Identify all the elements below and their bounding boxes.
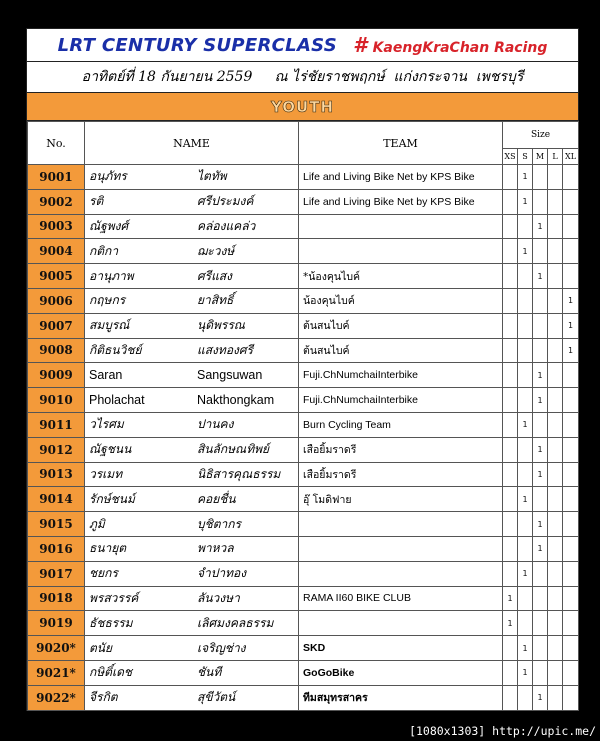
event-title-bar bbox=[27, 29, 578, 61]
size-cell-l bbox=[548, 561, 563, 586]
size-cell-s bbox=[518, 264, 533, 289]
size-cell-l bbox=[548, 214, 563, 239]
size-cell-xl bbox=[563, 561, 579, 586]
first-name: Saran bbox=[89, 368, 123, 383]
rider-number: 9019 bbox=[28, 611, 85, 636]
size-cell-xs bbox=[503, 165, 518, 190]
first-name: สมบูรณ์ bbox=[89, 318, 130, 333]
team-name: GoGoBike bbox=[299, 660, 503, 685]
size-cell-m: 1 bbox=[533, 388, 548, 413]
size-cell-m: 1 bbox=[533, 264, 548, 289]
last-name: สุขีวัตน์ bbox=[197, 690, 236, 705]
first-name: ณัฐชนน bbox=[89, 442, 132, 457]
last-name: นุดิพรรณ bbox=[197, 318, 245, 333]
last-name: ศรีประมงค์ bbox=[197, 194, 254, 209]
last-name: พาหวล bbox=[197, 541, 234, 556]
last-name: นิธิสารคุณธรรม bbox=[197, 466, 281, 481]
last-name: คล่องแคล่ว bbox=[197, 218, 256, 233]
size-cell-s bbox=[518, 685, 533, 710]
size-header-xs: XS bbox=[503, 149, 518, 165]
size-cell-s bbox=[518, 214, 533, 239]
rider-number: 9003 bbox=[28, 214, 85, 239]
size-cell-l bbox=[548, 264, 563, 289]
size-cell-s bbox=[518, 536, 533, 561]
size-cell-m bbox=[533, 611, 548, 636]
rider-name bbox=[85, 214, 299, 239]
size-cell-xl bbox=[563, 512, 579, 537]
size-cell-s bbox=[518, 611, 533, 636]
col-team-header: TEAM bbox=[299, 122, 503, 165]
watermark: [1080x1303] http://upic.me/ bbox=[409, 724, 596, 738]
size-cell-m bbox=[533, 636, 548, 661]
first-name: วไรศม bbox=[89, 417, 124, 432]
date-location: อาทิตย์ที่ 18 กันยายน 2559 ณ ไร่ชัยราชพฤกษ์ แก่งกระจาน เพชรบุรี bbox=[27, 61, 578, 92]
size-cell-xs bbox=[503, 239, 518, 264]
team-name: ทีมสมุทรสาคร bbox=[299, 685, 503, 710]
size-cell-l bbox=[548, 611, 563, 636]
size-cell-xl bbox=[563, 536, 579, 561]
size-cell-m bbox=[533, 338, 548, 363]
size-cell-l bbox=[548, 388, 563, 413]
table-row bbox=[28, 512, 579, 537]
size-cell-l bbox=[548, 685, 563, 710]
table-row bbox=[28, 611, 579, 636]
first-name: ธนายุต bbox=[89, 541, 127, 556]
last-name: ฌะวงษ์ bbox=[197, 243, 235, 258]
table-row bbox=[28, 165, 579, 190]
size-cell-xs bbox=[503, 313, 518, 338]
hashtag-text: KaengKraChan Racing bbox=[372, 40, 548, 56]
size-cell-m: 1 bbox=[533, 512, 548, 537]
team-name bbox=[299, 536, 503, 561]
rider-number: 9010 bbox=[28, 388, 85, 413]
size-cell-m bbox=[533, 189, 548, 214]
size-cell-xs bbox=[503, 363, 518, 388]
last-name: เลิศมงคลธรรม bbox=[197, 615, 274, 630]
size-cell-m bbox=[533, 239, 548, 264]
size-cell-m bbox=[533, 313, 548, 338]
last-name: ไตทัพ bbox=[197, 169, 227, 184]
size-cell-xs bbox=[503, 536, 518, 561]
size-cell-l bbox=[548, 239, 563, 264]
size-cell-xl bbox=[563, 636, 579, 661]
rider-number: 9012 bbox=[28, 437, 85, 462]
table-row bbox=[28, 636, 579, 661]
rider-name bbox=[85, 338, 299, 363]
registration-sheet bbox=[26, 28, 579, 711]
size-cell-l bbox=[548, 288, 563, 313]
table-row bbox=[28, 264, 579, 289]
size-cell-xs bbox=[503, 636, 518, 661]
size-cell-s: 1 bbox=[518, 561, 533, 586]
size-cell-m bbox=[533, 660, 548, 685]
rider-number: 9013 bbox=[28, 462, 85, 487]
team-name bbox=[299, 561, 503, 586]
first-name: กฤษกร bbox=[89, 293, 126, 308]
rider-number: 9018 bbox=[28, 586, 85, 611]
size-cell-xl: 1 bbox=[563, 338, 579, 363]
col-name-header: NAME bbox=[85, 122, 299, 165]
rider-number: 9022* bbox=[28, 685, 85, 710]
size-cell-s bbox=[518, 363, 533, 388]
size-header-xl: XL bbox=[563, 149, 579, 165]
first-name: ชยกร bbox=[89, 566, 118, 581]
rider-number: 9020* bbox=[28, 636, 85, 661]
size-cell-xs: 1 bbox=[503, 586, 518, 611]
size-cell-xl bbox=[563, 239, 579, 264]
size-cell-xs bbox=[503, 264, 518, 289]
rider-name bbox=[85, 685, 299, 710]
size-cell-xl: 1 bbox=[563, 288, 579, 313]
size-cell-l bbox=[548, 412, 563, 437]
last-name: Sangsuwan bbox=[197, 368, 263, 383]
rider-name bbox=[85, 636, 299, 661]
table-row bbox=[28, 288, 579, 313]
size-cell-l bbox=[548, 462, 563, 487]
first-name: Pholachat bbox=[89, 393, 145, 408]
last-name: ลันวงษา bbox=[197, 590, 240, 605]
size-cell-s: 1 bbox=[518, 239, 533, 264]
size-cell-xl bbox=[563, 363, 579, 388]
first-name: รักษ์ชนม์ bbox=[89, 491, 135, 506]
size-cell-s bbox=[518, 462, 533, 487]
size-header-l: L bbox=[548, 149, 563, 165]
size-cell-l bbox=[548, 536, 563, 561]
size-cell-xs bbox=[503, 388, 518, 413]
first-name: กิติธนวิชย์ bbox=[89, 342, 142, 357]
first-name: รติ bbox=[89, 194, 104, 209]
size-cell-l bbox=[548, 586, 563, 611]
team-name: *น้องคุนไบค์ bbox=[299, 264, 503, 289]
rider-number: 9017 bbox=[28, 561, 85, 586]
table-row bbox=[28, 412, 579, 437]
rider-number: 9008 bbox=[28, 338, 85, 363]
team-name: Fuji.ChNumchaiInterbike bbox=[299, 388, 503, 413]
rider-number: 9005 bbox=[28, 264, 85, 289]
size-cell-s: 1 bbox=[518, 660, 533, 685]
team-name: Life and Living Bike Net by KPS Bike bbox=[299, 189, 503, 214]
col-size-header: Size bbox=[503, 122, 579, 149]
size-cell-xs bbox=[503, 487, 518, 512]
size-cell-xs bbox=[503, 685, 518, 710]
hashtag-group bbox=[353, 33, 547, 57]
first-name: ตนัย bbox=[89, 640, 113, 655]
size-cell-s: 1 bbox=[518, 412, 533, 437]
size-cell-l bbox=[548, 437, 563, 462]
rider-name bbox=[85, 363, 299, 388]
category-label: YOUTH bbox=[270, 97, 335, 116]
rider-number: 9007 bbox=[28, 313, 85, 338]
size-cell-l bbox=[548, 189, 563, 214]
size-header-m: M bbox=[533, 149, 548, 165]
size-cell-m: 1 bbox=[533, 214, 548, 239]
team-name: Life and Living Bike Net by KPS Bike bbox=[299, 165, 503, 190]
rider-number: 9021* bbox=[28, 660, 85, 685]
table-row bbox=[28, 561, 579, 586]
team-name: ต้นสนไบค์ bbox=[299, 313, 503, 338]
team-name: Burn Cycling Team bbox=[299, 412, 503, 437]
rider-name bbox=[85, 264, 299, 289]
rider-name bbox=[85, 412, 299, 437]
size-cell-s bbox=[518, 338, 533, 363]
rider-number: 9015 bbox=[28, 512, 85, 537]
table-row bbox=[28, 660, 579, 685]
first-name: อนุภัทร bbox=[89, 169, 127, 184]
rider-name bbox=[85, 586, 299, 611]
first-name: ธัชธรรม bbox=[89, 615, 133, 630]
team-name bbox=[299, 239, 503, 264]
size-cell-xs bbox=[503, 462, 518, 487]
rider-name bbox=[85, 165, 299, 190]
rider-name bbox=[85, 512, 299, 537]
size-cell-xs bbox=[503, 288, 518, 313]
team-name: อุ๊ โมดิฟาย bbox=[299, 487, 503, 512]
size-header-s: S bbox=[518, 149, 533, 165]
last-name: ศรีแสง bbox=[197, 268, 232, 283]
team-name: เสือยิ้มราดรี bbox=[299, 462, 503, 487]
team-name: ต้นสนไบค์ bbox=[299, 338, 503, 363]
team-name: น้องคุนไบค์ bbox=[299, 288, 503, 313]
table-row bbox=[28, 462, 579, 487]
size-cell-xl bbox=[563, 462, 579, 487]
size-cell-l bbox=[548, 636, 563, 661]
event-title: LRT CENTURY SUPERCLASS bbox=[57, 34, 338, 56]
rider-name bbox=[85, 288, 299, 313]
rider-number: 9004 bbox=[28, 239, 85, 264]
table-row bbox=[28, 214, 579, 239]
team-name bbox=[299, 214, 503, 239]
size-cell-xl bbox=[563, 437, 579, 462]
rider-name bbox=[85, 660, 299, 685]
size-cell-xl bbox=[563, 189, 579, 214]
team-name bbox=[299, 611, 503, 636]
size-cell-l bbox=[548, 338, 563, 363]
size-cell-l bbox=[548, 487, 563, 512]
rider-table bbox=[27, 121, 579, 711]
size-cell-m bbox=[533, 561, 548, 586]
hashtag-symbol: # bbox=[353, 33, 367, 57]
team-name: Fuji.ChNumchaiInterbike bbox=[299, 363, 503, 388]
table-row bbox=[28, 536, 579, 561]
last-name: บุชิตากร bbox=[197, 516, 242, 531]
size-cell-s bbox=[518, 437, 533, 462]
table-row bbox=[28, 363, 579, 388]
size-cell-s bbox=[518, 388, 533, 413]
rider-name bbox=[85, 313, 299, 338]
rider-name bbox=[85, 189, 299, 214]
size-cell-s bbox=[518, 288, 533, 313]
size-cell-l bbox=[548, 660, 563, 685]
team-name bbox=[299, 512, 503, 537]
table-row bbox=[28, 487, 579, 512]
category-banner bbox=[27, 92, 578, 121]
first-name: อานุภาพ bbox=[89, 268, 134, 283]
col-no-header: No. bbox=[28, 122, 85, 165]
rider-number: 9011 bbox=[28, 412, 85, 437]
size-cell-xl bbox=[563, 487, 579, 512]
rider-number: 9001 bbox=[28, 165, 85, 190]
size-cell-s: 1 bbox=[518, 165, 533, 190]
size-cell-s bbox=[518, 313, 533, 338]
table-row bbox=[28, 437, 579, 462]
size-cell-xs bbox=[503, 214, 518, 239]
size-cell-m bbox=[533, 487, 548, 512]
size-cell-s: 1 bbox=[518, 636, 533, 661]
first-name: ภูมิ bbox=[89, 516, 105, 531]
last-name: จำปาทอง bbox=[197, 566, 247, 581]
size-cell-s: 1 bbox=[518, 189, 533, 214]
rider-name bbox=[85, 487, 299, 512]
size-cell-xs bbox=[503, 412, 518, 437]
size-cell-l bbox=[548, 363, 563, 388]
size-cell-m: 1 bbox=[533, 685, 548, 710]
team-name: เสือยิ้มราดรี bbox=[299, 437, 503, 462]
rider-name bbox=[85, 437, 299, 462]
size-cell-xl bbox=[563, 586, 579, 611]
size-cell-m: 1 bbox=[533, 462, 548, 487]
table-row bbox=[28, 189, 579, 214]
last-name: ชันที bbox=[197, 665, 222, 680]
last-name: สินลักษณทิพย์ bbox=[197, 442, 270, 457]
size-cell-s: 1 bbox=[518, 487, 533, 512]
size-cell-xs bbox=[503, 561, 518, 586]
size-cell-m: 1 bbox=[533, 363, 548, 388]
table-row bbox=[28, 313, 579, 338]
table-row bbox=[28, 338, 579, 363]
size-cell-xs: 1 bbox=[503, 611, 518, 636]
size-cell-m bbox=[533, 412, 548, 437]
size-cell-xs bbox=[503, 660, 518, 685]
size-cell-xl bbox=[563, 214, 579, 239]
size-cell-xl bbox=[563, 165, 579, 190]
last-name: คอยชื่น bbox=[197, 491, 236, 506]
size-cell-xs bbox=[503, 338, 518, 363]
rider-number: 9014 bbox=[28, 487, 85, 512]
rider-name bbox=[85, 611, 299, 636]
size-cell-xl bbox=[563, 412, 579, 437]
first-name: ณัฐพงศ์ bbox=[89, 218, 129, 233]
rider-number: 9002 bbox=[28, 189, 85, 214]
last-name: ปานคง bbox=[197, 417, 234, 432]
size-cell-m: 1 bbox=[533, 437, 548, 462]
size-cell-s bbox=[518, 586, 533, 611]
size-cell-m bbox=[533, 586, 548, 611]
size-cell-xl bbox=[563, 685, 579, 710]
last-name: แสงทองศรี bbox=[197, 342, 253, 357]
first-name: จีรกิต bbox=[89, 690, 118, 705]
first-name: กษิติ์เดช bbox=[89, 665, 133, 680]
size-cell-xs bbox=[503, 437, 518, 462]
rider-name bbox=[85, 388, 299, 413]
last-name: ยาสิทธิ์ bbox=[197, 293, 234, 308]
table-row bbox=[28, 239, 579, 264]
rider-name bbox=[85, 462, 299, 487]
size-cell-m bbox=[533, 288, 548, 313]
table-row bbox=[28, 685, 579, 710]
size-cell-xl: 1 bbox=[563, 313, 579, 338]
team-name: SKD bbox=[299, 636, 503, 661]
rider-rows bbox=[28, 165, 579, 711]
rider-number: 9006 bbox=[28, 288, 85, 313]
team-name: RAMA II60 BIKE CLUB bbox=[299, 586, 503, 611]
size-cell-xl bbox=[563, 388, 579, 413]
size-cell-s bbox=[518, 512, 533, 537]
size-cell-l bbox=[548, 313, 563, 338]
size-cell-xl bbox=[563, 611, 579, 636]
rider-name bbox=[85, 561, 299, 586]
size-cell-xs bbox=[503, 189, 518, 214]
size-cell-xl bbox=[563, 660, 579, 685]
size-cell-m: 1 bbox=[533, 536, 548, 561]
rider-number: 9016 bbox=[28, 536, 85, 561]
first-name: พรสวรรค์ bbox=[89, 590, 139, 605]
size-cell-l bbox=[548, 512, 563, 537]
size-cell-l bbox=[548, 165, 563, 190]
rider-number: 9009 bbox=[28, 363, 85, 388]
last-name: เจริญช่าง bbox=[197, 640, 246, 655]
first-name: กติกา bbox=[89, 243, 119, 258]
size-cell-m bbox=[533, 165, 548, 190]
table-row bbox=[28, 388, 579, 413]
size-cell-xs bbox=[503, 512, 518, 537]
first-name: วรเมท bbox=[89, 466, 123, 481]
rider-name bbox=[85, 536, 299, 561]
size-cell-xl bbox=[563, 264, 579, 289]
table-row bbox=[28, 586, 579, 611]
last-name: Nakthongkam bbox=[197, 393, 275, 408]
rider-name bbox=[85, 239, 299, 264]
